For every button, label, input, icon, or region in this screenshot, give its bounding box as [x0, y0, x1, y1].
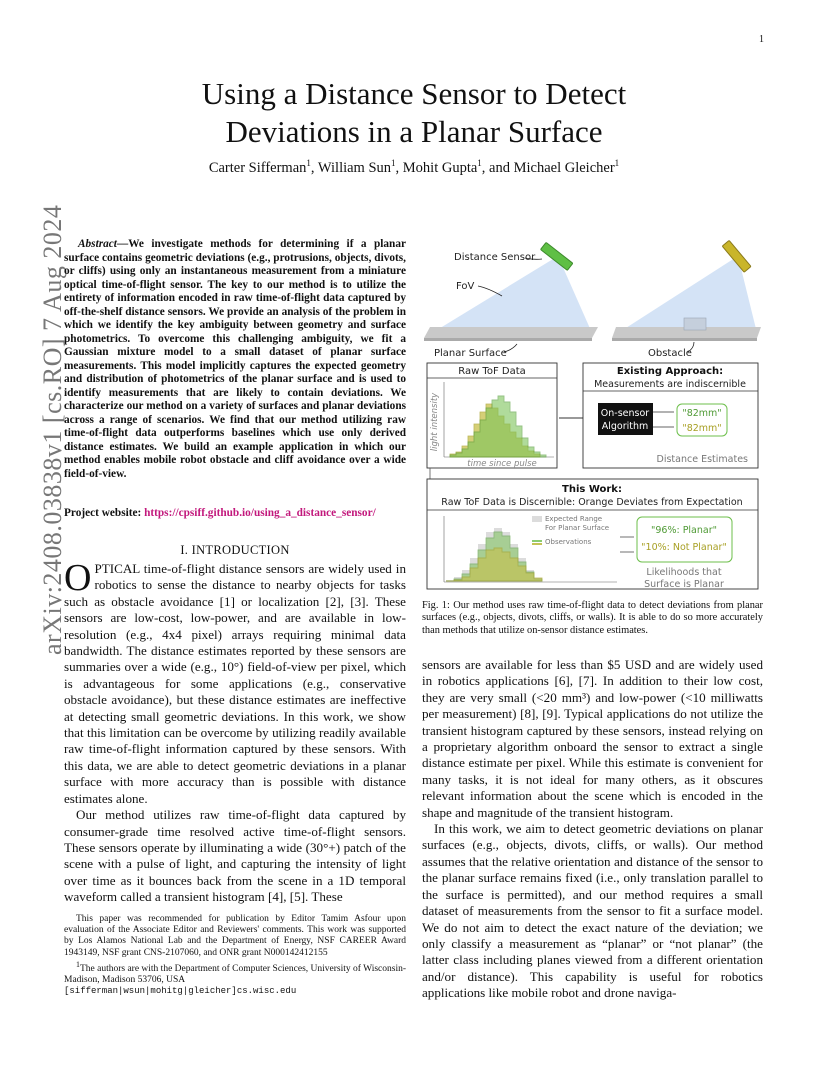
- footnote-affiliation: $^1$The authors are with the Department of Computer Sciences, University of Wisconsin-Madison, Madison 53706, USA: [64, 959, 407, 986]
- paper-title: Using a Distance Sensor to Detect Deviations in a Planar Surface: [201, 76, 627, 149]
- label-fov: FoV: [456, 281, 475, 292]
- label-distance-sensor: Distance Sensor: [454, 252, 536, 263]
- right-paragraph-2: In this work, we aim to detect geometric deviations on planar surfaces (e.g., objects, divots, cliffs, or walls). Our method assumes that the relative orientation and distance of the sensor to the planar surface remains fixed (i.e., only translation parallel to the surface is permitted), and our method requires a small dataset of measurements from the sensor to fit a surface model. We do not aim to detect the exact nature of the deviation; we only classify a measurement as “planar” or “not planar” (the latter class including planes viewed from a different orientation and/or distance). This capability is useful for robotics applications like mobile robot and drone naviga-: [422, 821, 763, 1001]
- svg-text:Algorithm: Algorithm: [601, 421, 649, 432]
- existing-sub: Measurements are indiscernible: [594, 379, 746, 390]
- planar-surface-left: [424, 327, 598, 338]
- likelihood-2: "10%: Not Planar": [641, 542, 727, 553]
- page-number: 1: [759, 34, 764, 45]
- section-heading: I. INTRODUCTION: [180, 543, 290, 557]
- figure-1: [422, 232, 763, 599]
- intro-text: [64, 557, 406, 906]
- project-website-link[interactable]: https://cpsiff.github.io/using_a_distance_sensor/: [144, 507, 376, 519]
- distance-estimates-label: Distance Estimates: [656, 454, 748, 465]
- this-work-title: This Work:: [562, 484, 622, 495]
- footnote-funding: This paper was recommended for publication by Editor Tamim Asfour upon evaluation of the Associate Editor and Reviewers' comments. This work was supported by Los Alamos National Lab and the Department of Energy, NSF CAREER Award 1943149, NSF grant CNS-2107060, and ONR grant N000142412155: [64, 914, 406, 958]
- svg-text:Expected Range: Expected Range: [545, 515, 603, 523]
- project-website: Project website: https://cpsiff.github.io/using_a_distance_sensor/: [64, 507, 376, 519]
- svg-text:Observations: Observations: [545, 538, 592, 546]
- label-obstacle: Obstacle: [648, 348, 692, 359]
- footnote-emails: [sifferman|wsun|mohitg|gleicher]cs.wisc.edu: [64, 986, 297, 997]
- obstacle-block: [684, 318, 706, 330]
- this-work-sub: Raw ToF Data is Discernible: Orange Deviates from Expectation: [441, 497, 743, 508]
- raw-tof-title: Raw ToF Data: [458, 366, 526, 377]
- likelihood-caption-1: Likelihoods that: [646, 567, 722, 578]
- axis-x-label: time since pulse: [467, 459, 537, 469]
- likelihood-1: "96%: Planar": [650, 525, 718, 536]
- right-paragraph-1: sensors are available for less than $5 USD and are widely used in robotics applications [6], [7]. In addition to their low cost, they are very small (<20 mm³) and low-power (<10 milliwatts per measurement) [8], [9]. Typical applications do not utilize the transient histogram captured by these sensors, instead relying on a proprietary algorithm onboard the sensor to extract a single distance estimate per pixel. While this estimate is convenient for many tasks, it is not ideal for many others, as it obscures relevant information about the scene which is encoded in the shape and magnitude of the transient histogram.: [422, 657, 763, 820]
- intro-paragraph-2: Our method utilizes raw time-of-flight data captured by consumer-grade time resolved active time-of-flight sensors. These sensors operate by illuminating a wide (30°+) patch of the scene with a pulse of light, and capturing the intensity of light over time as it bounces back from the scene in a 1D temporal waveform called a transient histogram [4], [5]. These: [64, 807, 406, 905]
- abstract-label: Abstract: [78, 238, 117, 250]
- label-planar-surface: Planar Surface: [434, 348, 507, 359]
- abstract: Abstract—We investigate methods for determining if a planar surface contains geometric deviations (e.g., protrusions, objects, divots, or cliffs) using only an instantaneous measurement from a miniature optical time-of-flight sensor. The key to our method is to utilize the entirety of information encoded in raw time-of-flight data captured by off-the-shelf distance sensors. We provide an analysis of the problem in which we identify the key ambiguity between geometry and surface photometrics. To overcome this challenging ambiguity, we fit a Gaussian mixture model to a small dataset of planar surface measurements. This model implicitly captures the expected geometry and distribution of photometrics of the planar surface and is used to identify measurements that are likely to contain deviations. We characterize our method on a variety of surfaces and planar deviations across a range of scenarios. We find that our method utilizing raw time-of-flight data outperforms baselines which use only derived distance estimates. We build an example application in which our method enables mobile robot obstacle and cliff avoidance over a wide field-of-view.: [64, 238, 406, 480]
- right-column-text: [422, 657, 763, 1002]
- svg-text:For Planar Surface: For Planar Surface: [545, 524, 610, 532]
- svg-text:On-sensor: On-sensor: [600, 408, 650, 419]
- existing-title: Existing Approach:: [616, 366, 724, 377]
- author-list: Carter Sifferman$^1$, William Sun$^1$, Mohit Gupta$^1$, and Michael Gleicher$^1$: [208, 158, 620, 176]
- figure-caption: Fig. 1: Our method uses raw time-of-flight data to detect deviations from planar surfaces (e.g., objects, divots, cliffs, or walls). It is able to do so more accurately than methods that utilize on-sensor distance estimates.: [422, 600, 763, 636]
- intro-paragraph-1: OPTICAL time-of-flight distance sensors are widely used in robotics to sense the distance to nearby objects for tasks such as obstacle avoidance [1] or localization [2], [3]. These sensors are low-cost, low-power, and are available in low-resolution (e.g., 4x4 pixel) arrays requiring minimal data bandwidth. The distance estimates reported by these sensors are summaries over a wide (e.g., 10°) field-of-view per pixel, which is advantageous for some applications (e.g., conservative obstacle avoidance), but these distance estimates are ineffective at detecting small geometric deviations. In this work, we show that this limitation can be overcome by utilizing readily available raw time-of-flight information captured by these sensors. With this data, we are able to detect geometric deviations in a planar surface with more accuracy than is possible with distance estimates alone.: [64, 557, 406, 806]
- drop-cap: O: [64, 557, 92, 599]
- axis-y-label: light intensity: [430, 392, 440, 452]
- estimate-2: "82mm": [682, 423, 722, 434]
- likelihood-box: [637, 517, 732, 562]
- estimate-1: "82mm": [682, 408, 722, 419]
- legend-expected-swatch: [532, 516, 542, 522]
- footnotes: [64, 914, 406, 998]
- likelihood-caption-2: Surface is Planar: [644, 579, 724, 590]
- arxiv-stamp: arXiv:2408.03838v1 [cs.RO] 7 Aug 2024: [38, 204, 67, 655]
